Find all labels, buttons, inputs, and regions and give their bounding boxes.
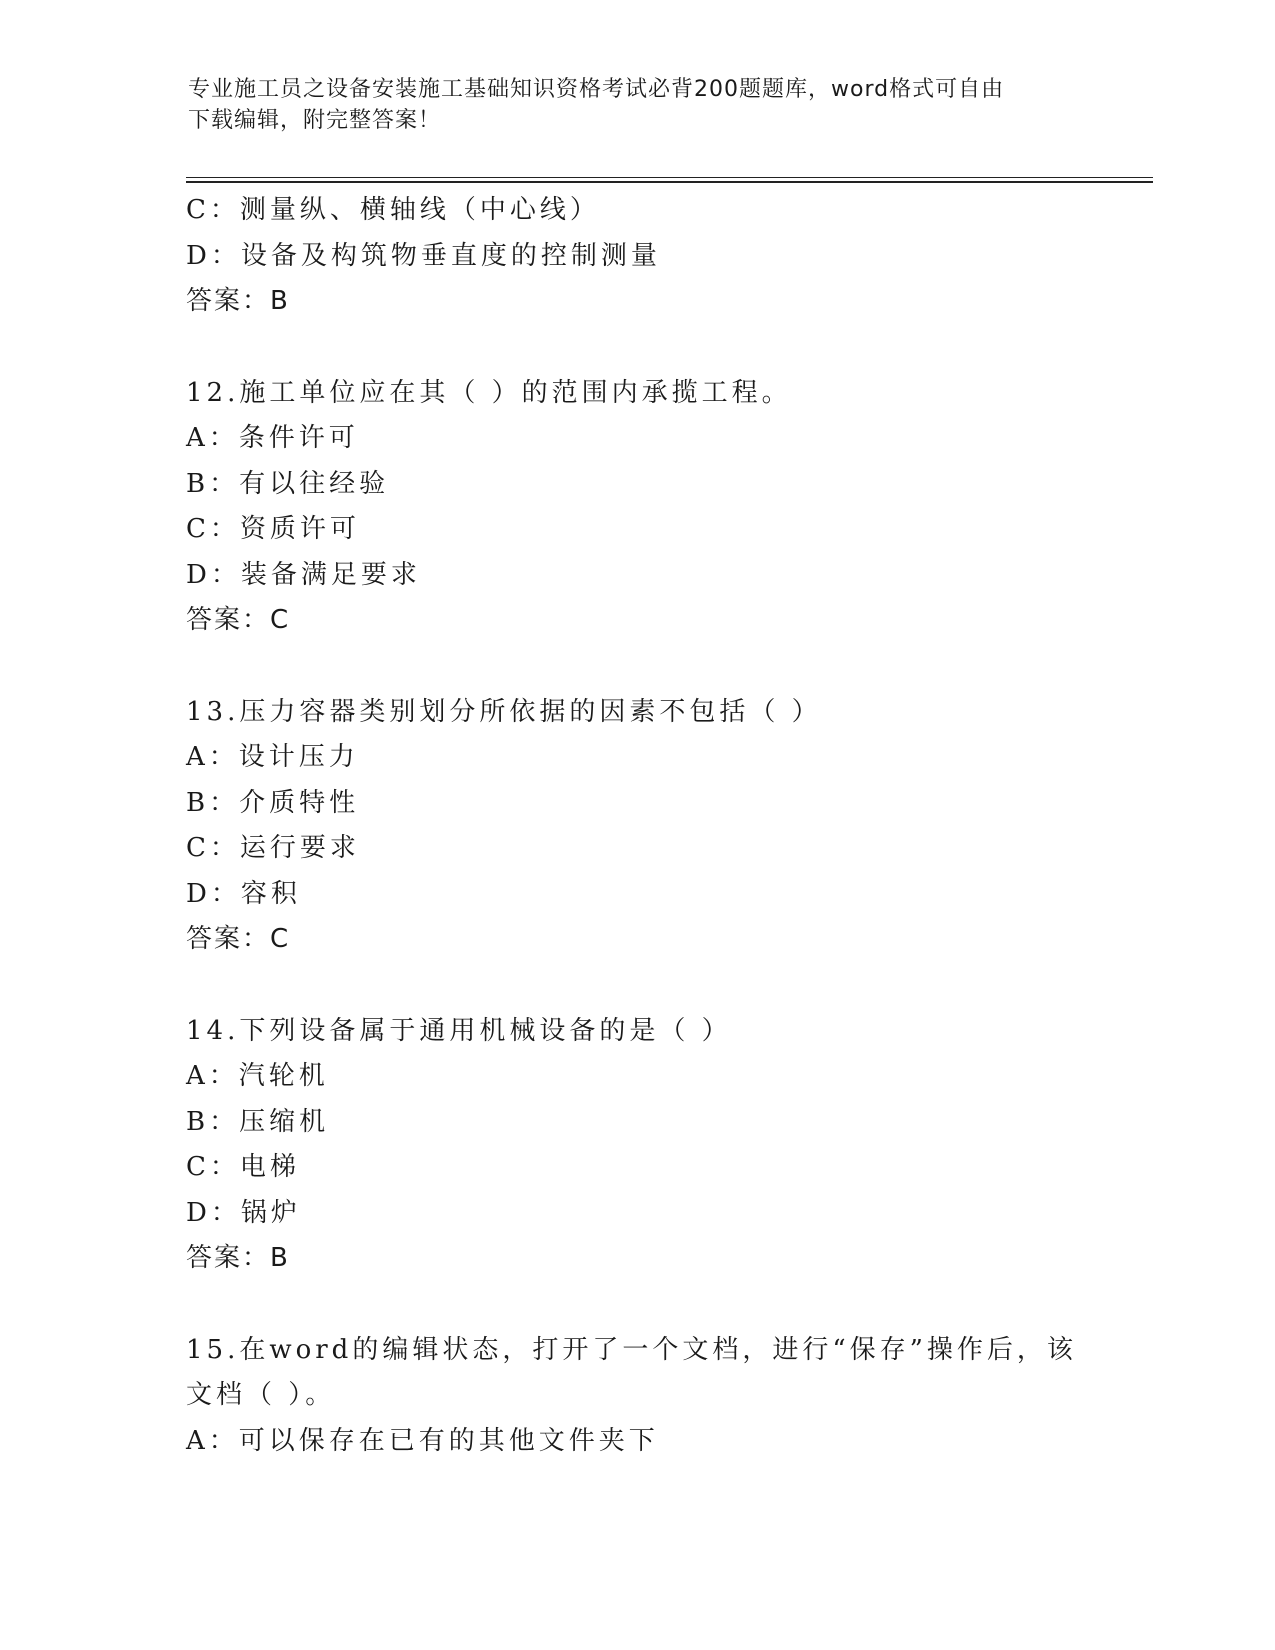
option-c: C：电梯 [186, 1152, 300, 1182]
option-c: C：测量纵、横轴线（中心线） [186, 195, 600, 225]
option-c: C：资质许可 [186, 514, 360, 544]
question-stem: 13.压力容器类别划分所依据的因素不包括（ ） [186, 696, 822, 727]
option-b: B：压缩机 [186, 1106, 330, 1137]
spacer [186, 963, 1086, 1009]
answer-line: 答案：C [186, 605, 291, 635]
option-a: A：条件许可 [186, 423, 359, 453]
option-c: C：运行要求 [186, 833, 360, 863]
question-11-continued [186, 188, 1086, 325]
spacer [186, 644, 1086, 690]
option-d: D：容积 [186, 878, 301, 909]
question-14 [186, 1009, 1086, 1282]
document-header [188, 74, 1068, 136]
question-15 [186, 1328, 1086, 1465]
header-divider-thick [186, 181, 1153, 183]
header-line-1: 专业施工员之设备安装施工基础知识资格考试必背200题题库，word格式可自由 [188, 77, 1005, 102]
question-13 [186, 690, 1086, 963]
option-a: A：汽轮机 [186, 1061, 329, 1091]
option-b: B：有以往经验 [186, 468, 390, 499]
option-d: D：设备及构筑物垂直度的控制测量 [186, 240, 661, 271]
answer-line: 答案：C [186, 924, 291, 954]
option-d: D：装备满足要求 [186, 559, 421, 590]
question-12 [186, 371, 1086, 644]
option-a: A：可以保存在已有的其他文件夹下 [186, 1425, 659, 1456]
answer-line: 答案：B [186, 286, 290, 316]
header-line-2: 下载编辑，附完整答案！ [188, 108, 442, 133]
question-stem-line-1: 15.在word的编辑状态，打开了一个文档，进行“保存”操作后，该 [186, 1334, 1077, 1365]
answer-line: 答案：B [186, 1243, 290, 1273]
question-list [186, 188, 1086, 1464]
option-d: D：锅炉 [186, 1197, 301, 1228]
option-b: B：介质特性 [186, 787, 360, 818]
option-a: A：设计压力 [186, 742, 359, 772]
spacer [186, 325, 1086, 371]
header-divider-thin [186, 177, 1153, 178]
question-stem: 12.施工单位应在其（ ）的范围内承揽工程。 [186, 377, 792, 408]
question-stem: 14.下列设备属于通用机械设备的是（ ） [186, 1015, 732, 1046]
spacer [186, 1282, 1086, 1328]
question-stem-line-2: 文档（ ）。 [186, 1380, 336, 1410]
